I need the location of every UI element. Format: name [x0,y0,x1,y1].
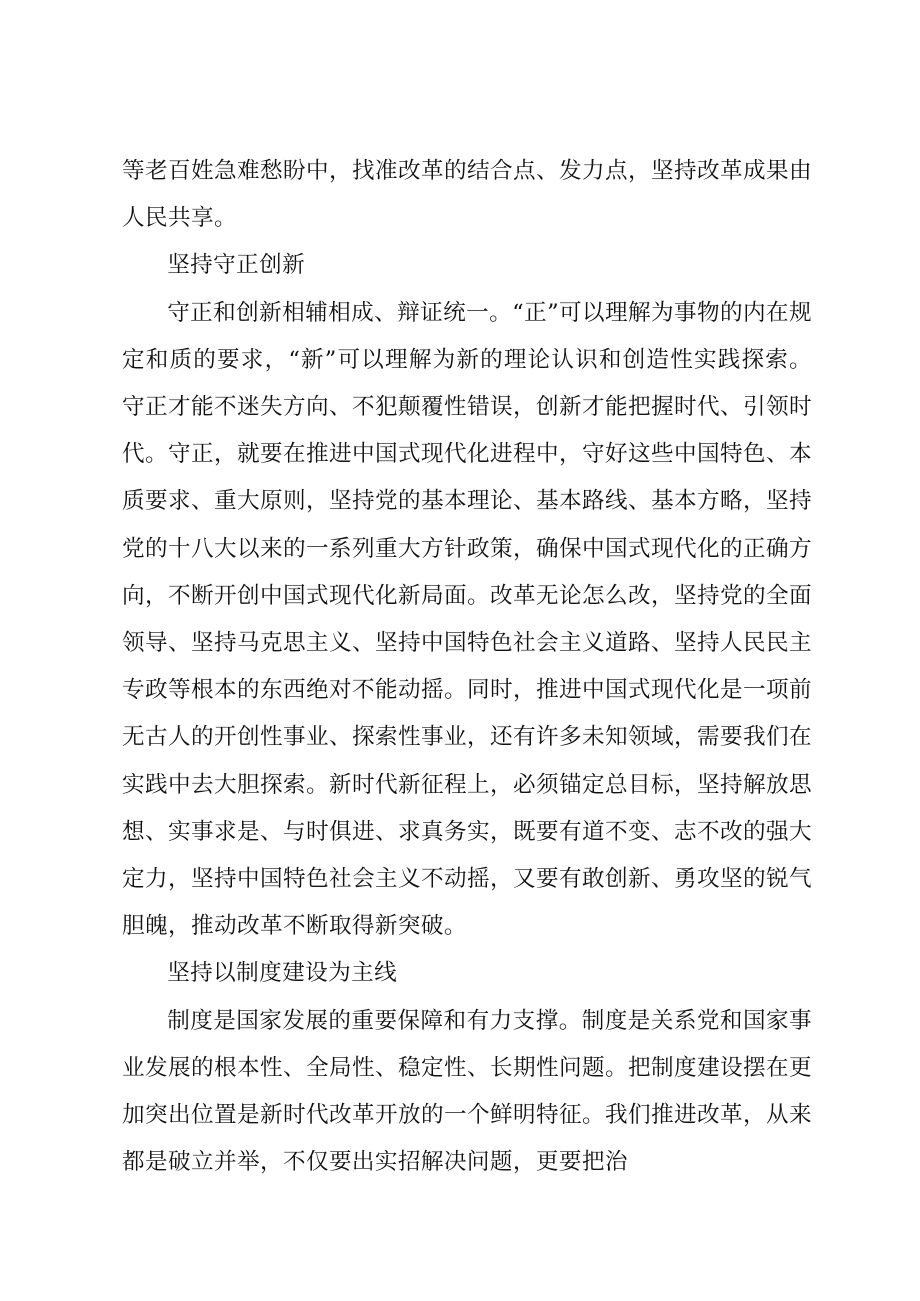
section-heading-institution-building: 坚持以制度建设为主线 [167,960,398,987]
paragraph-continued: 等老百姓急难愁盼中，找准改革的结合点、发力点，坚持改革成果由人民共享。 [122,158,812,232]
section-heading-upholding-integrity-innovation: 坚持守正创新 [167,252,306,279]
paragraph-institution-building: 制度是国家发展的重要保障和有力支撑。制度是关系党和国家事业发展的根本性、全局性、稳定性、长期性问题。把制度建设摆在更加突出位置是新时代改革开放的一个鲜明特征。我们推进改革，从来都是破立并举，不仅要出实招解决问题，更要把治 [122,1007,812,1176]
document-body [122,148,812,1186]
paragraph-integrity-innovation: 守正和创新相辅相成、辩证统一。“正”可以理解为事物的内在规定和质的要求，“新”可以理解为新的理论认识和创造性实践探索。守正才能不迷失方向、不犯颠覆性错误，创新才能把握时代、引领时代。守正，就要在推进中国式现代化进程中，守好这些中国特色、本质要求、重大原则，坚持党的基本理论、基本路线、基本方略，坚持党的十八大以来的一系列重大方针政策，确保中国式现代化的正确方向，不断开创中国式现代化新局面。改革无论怎么改，坚持党的全面领导、坚持马克思主义、坚持中国特色社会主义道路、坚持人民民主专政等根本的东西绝对不能动摇。同时，推进中国式现代化是一项前无古人的开创性事业、探索性事业，还有许多未知领域，需要我们在实践中去大胆探索。新时代新征程上，必须锚定总目标，坚持解放思想、实事求是、与时俱进、求真务实，既要有道不变、志不改的强大定力，坚持中国特色社会主义不动摇，又要有敢创新、勇攻坚的锐气胆魄，推动改革不断取得新突破。 [122,299,812,940]
